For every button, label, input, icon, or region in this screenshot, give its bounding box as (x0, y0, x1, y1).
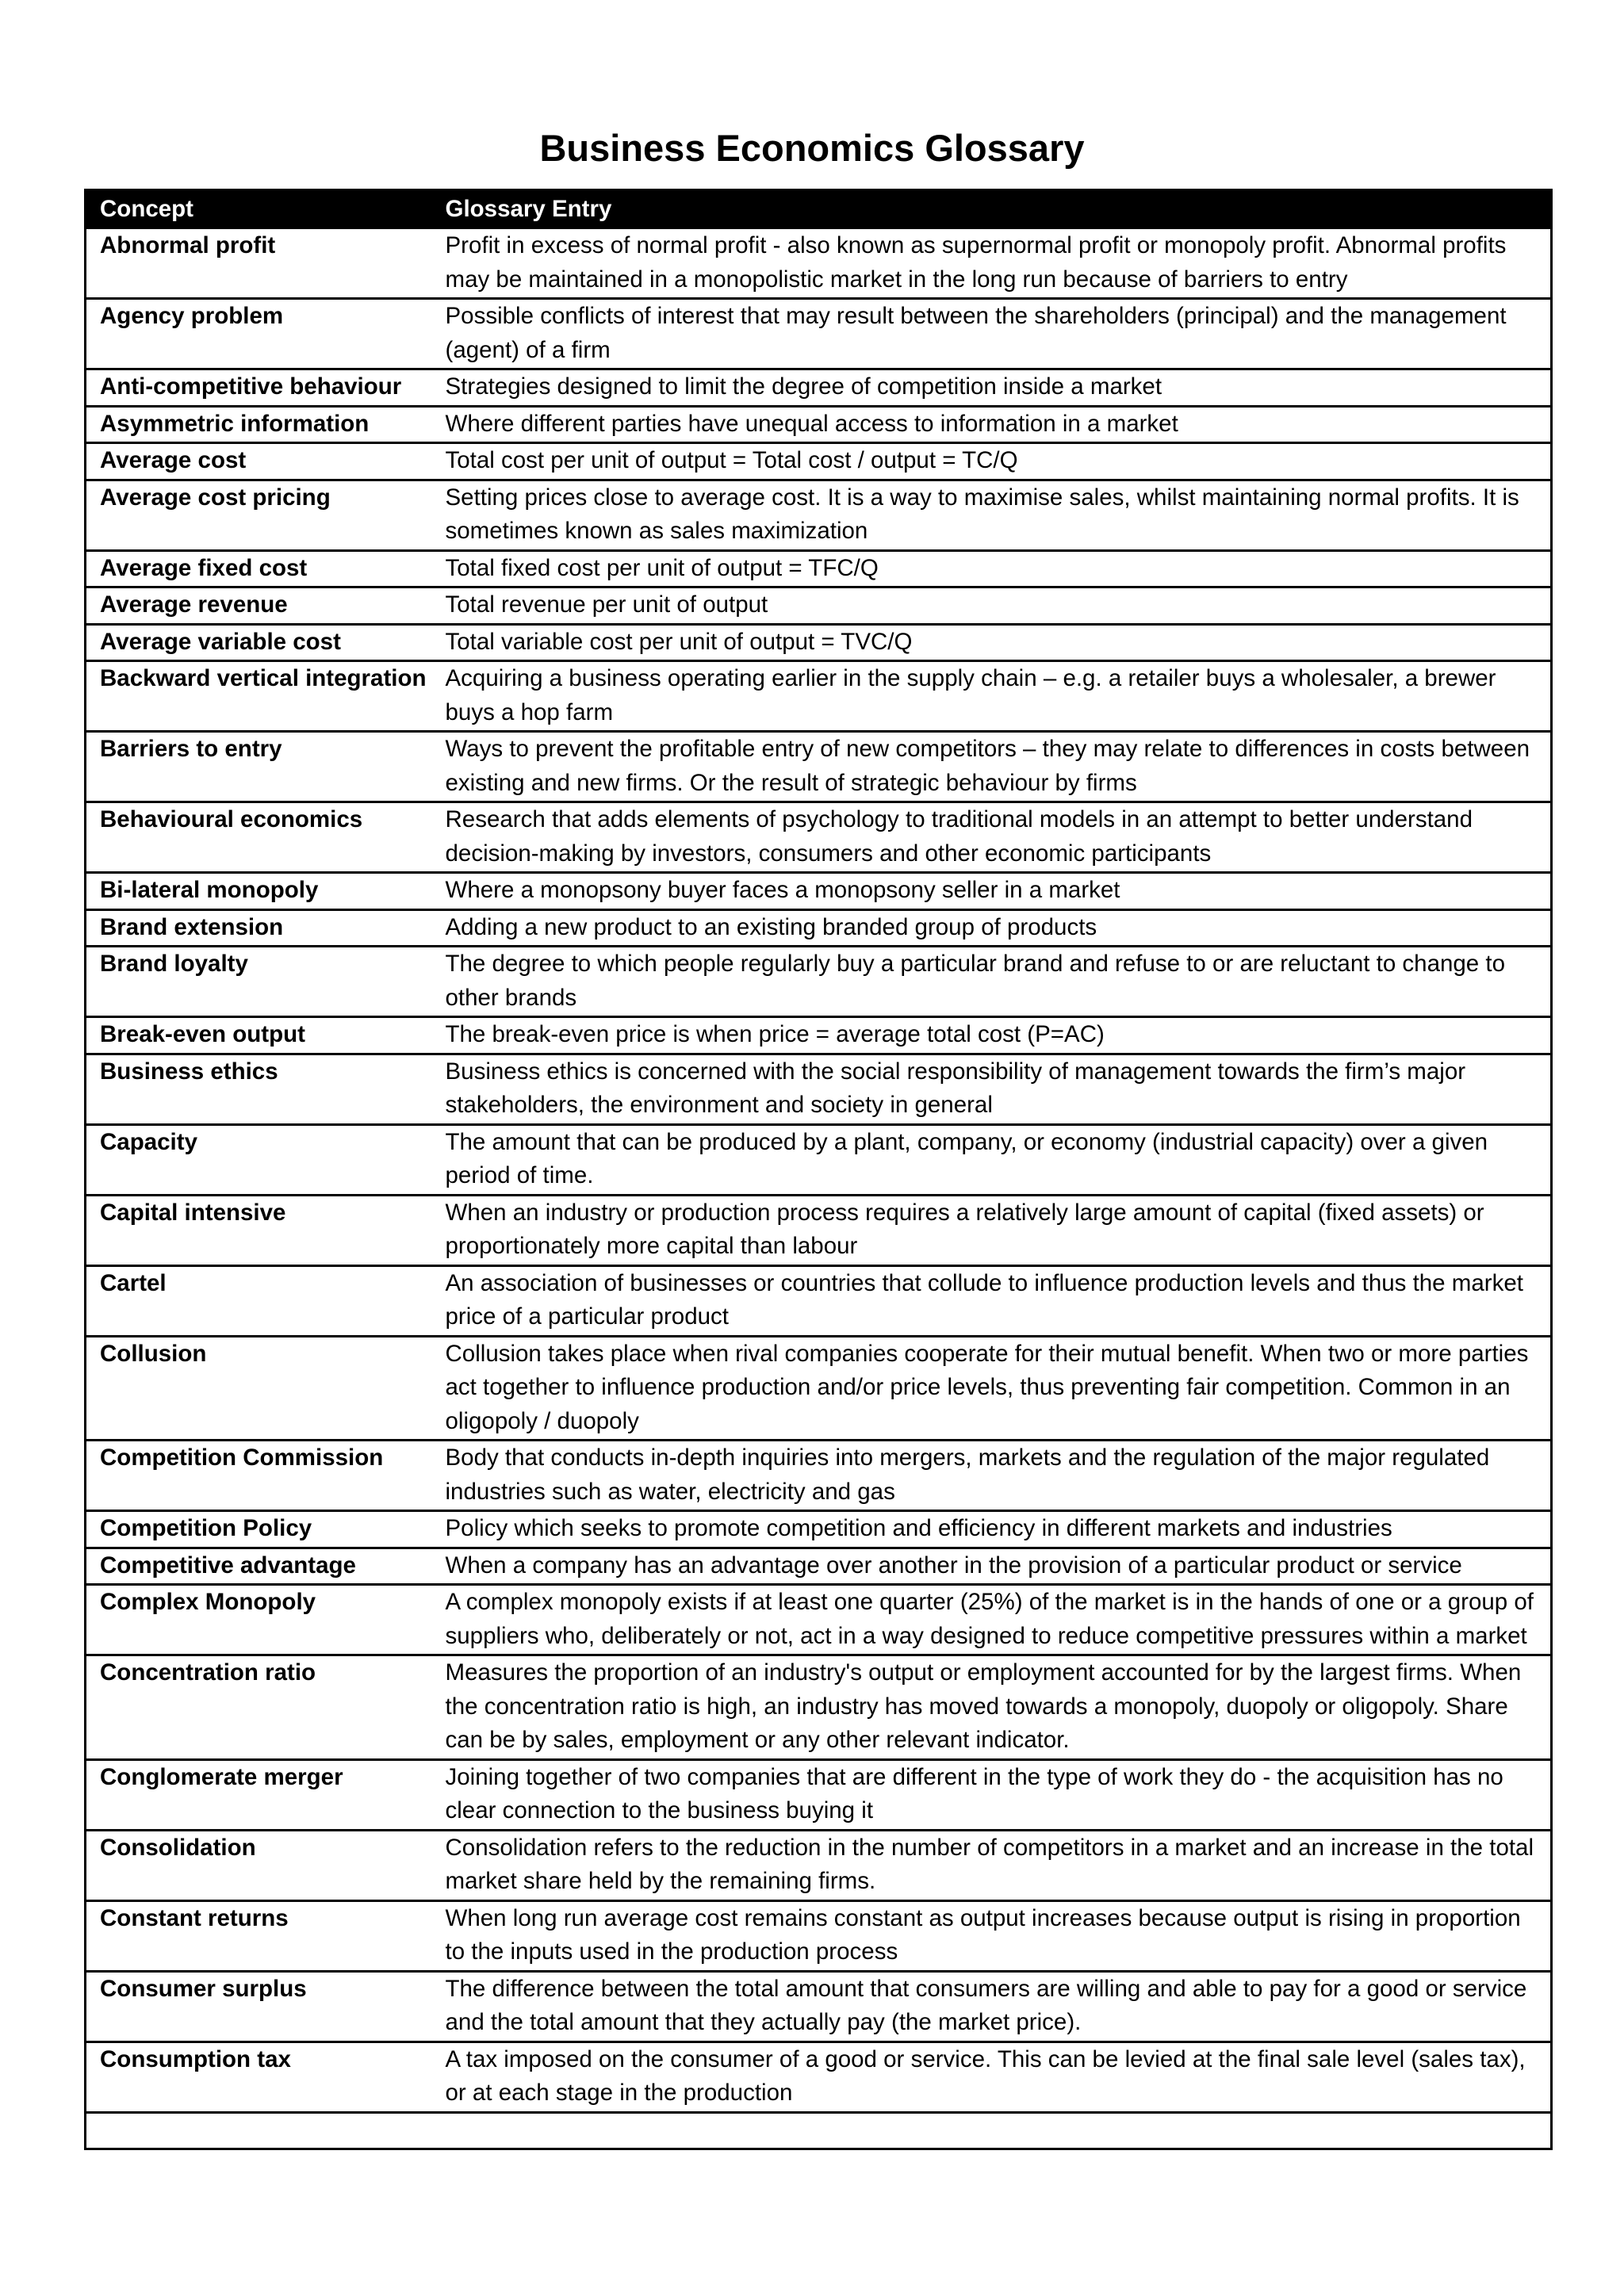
glossary-definition: When long run average cost remains constant as output increases because output is rising in proportion to the inputs used in the production process (435, 1900, 1552, 1971)
table-row (86, 1054, 1552, 1124)
table-row (86, 2042, 1552, 2112)
concept-term: Abnormal profit (86, 228, 435, 299)
table-row (86, 1759, 1552, 1830)
concept-term: Conglomerate merger (86, 1759, 435, 1830)
empty-table-row (86, 2112, 1552, 2149)
glossary-definition: The amount that can be produced by a plant, company, or economy (industrial capacity) over a given period of time. (435, 1124, 1552, 1195)
table-row (86, 1830, 1552, 1900)
glossary-definition: Ways to prevent the profitable entry of new competitors – they may relate to differences in costs between existing and new firms. Or the result of strategic behaviour by firms (435, 732, 1552, 802)
glossary-definition: When an industry or production process requires a relatively large amount of capital (fixed assets) or proportionately more capital than labour (435, 1195, 1552, 1265)
glossary-definition: Collusion takes place when rival companies cooperate for their mutual benefit. When two or more parties act together to influence production and/or price levels, thus preventing fair competition. Common in an oligopoly / duopoly (435, 1336, 1552, 1441)
table-row (86, 1441, 1552, 1511)
table-row (86, 1585, 1552, 1655)
table-row (86, 1511, 1552, 1548)
table-row (86, 1548, 1552, 1585)
empty-cell (86, 2112, 435, 2149)
glossary-definition: Body that conducts in-depth inquiries into mergers, markets and the regulation of the major regulated industries such as water, electricity and gas (435, 1441, 1552, 1511)
table-row (86, 1017, 1552, 1054)
concept-term: Competition Policy (86, 1511, 435, 1548)
table-row (86, 1971, 1552, 2042)
column-header-glossary-entry: Glossary Entry (435, 190, 1552, 228)
glossary-table-body (86, 228, 1552, 2149)
table-row (86, 587, 1552, 625)
glossary-definition: Total variable cost per unit of output = TVC/Q (435, 624, 1552, 661)
concept-term: Competitive advantage (86, 1548, 435, 1585)
table-row (86, 947, 1552, 1017)
concept-term: Complex Monopoly (86, 1585, 435, 1655)
concept-term: Concentration ratio (86, 1655, 435, 1760)
glossary-definition: Strategies designed to limit the degree of competition inside a market (435, 369, 1552, 407)
table-row (86, 480, 1552, 550)
glossary-definition: Research that adds elements of psychology to traditional models in an attempt to better understand decision-making by investors, consumers and other economic participants (435, 802, 1552, 873)
glossary-definition: The difference between the total amount that consumers are willing and able to pay for a good or service and the total amount that they actually pay (the market price). (435, 1971, 1552, 2042)
table-row (86, 550, 1552, 587)
concept-term: Agency problem (86, 299, 435, 369)
glossary-definition: Total fixed cost per unit of output = TFC/Q (435, 550, 1552, 587)
table-row (86, 228, 1552, 299)
glossary-definition: When a company has an advantage over another in the provision of a particular product or service (435, 1548, 1552, 1585)
table-row (86, 624, 1552, 661)
glossary-definition: Where a monopsony buyer faces a monopsony seller in a market (435, 873, 1552, 910)
glossary-definition: Measures the proportion of an industry's output or employment accounted for by the largest firms. When the concentration ratio is high, an industry has moved towards a monopoly, duopoly or oligopoly. Share can be by sales, employment or any other relevant indicator. (435, 1655, 1552, 1760)
concept-term: Consumer surplus (86, 1971, 435, 2042)
concept-term: Average variable cost (86, 624, 435, 661)
concept-term: Capital intensive (86, 1195, 435, 1265)
glossary-definition: A tax imposed on the consumer of a good or service. This can be levied at the final sale level (sales tax), or at each stage in the production (435, 2042, 1552, 2112)
concept-term: Consolidation (86, 1830, 435, 1900)
concept-term: Average cost pricing (86, 480, 435, 550)
concept-term: Average revenue (86, 587, 435, 625)
table-row (86, 1124, 1552, 1195)
concept-term: Business ethics (86, 1054, 435, 1124)
glossary-definition: Joining together of two companies that are different in the type of work they do - the acquisition has no clear connection to the business buying it (435, 1759, 1552, 1830)
glossary-definition: The degree to which people regularly buy a particular brand and refuse to or are reluctant to change to other brands (435, 947, 1552, 1017)
concept-term: Break-even output (86, 1017, 435, 1054)
table-row (86, 299, 1552, 369)
glossary-table (84, 189, 1553, 2150)
glossary-table-header (86, 190, 1552, 228)
table-row (86, 1336, 1552, 1441)
document-title: Business Economics Glossary (539, 127, 1085, 170)
glossary-definition: Consolidation refers to the reduction in the number of competitors in a market and an increase in the total market share held by the remaining firms. (435, 1830, 1552, 1900)
glossary-definition: Profit in excess of normal profit - also known as supernormal profit or monopoly profit. Abnormal profits may be maintained in a monopolistic market in the long run because of barriers to entry (435, 228, 1552, 299)
table-row (86, 1265, 1552, 1336)
table-row (86, 909, 1552, 947)
table-row (86, 1655, 1552, 1760)
table-row (86, 802, 1552, 873)
concept-term: Average cost (86, 443, 435, 480)
glossary-definition: Setting prices close to average cost. It is a way to maximise sales, whilst maintaining normal profits. It is sometimes known as sales maximization (435, 480, 1552, 550)
concept-term: Asymmetric information (86, 406, 435, 443)
concept-term: Collusion (86, 1336, 435, 1441)
concept-term: Barriers to entry (86, 732, 435, 802)
concept-term: Average fixed cost (86, 550, 435, 587)
concept-term: Brand extension (86, 909, 435, 947)
glossary-definition: Policy which seeks to promote competition and efficiency in different markets and industries (435, 1511, 1552, 1548)
concept-term: Bi-lateral monopoly (86, 873, 435, 910)
glossary-definition: Acquiring a business operating earlier in the supply chain – e.g. a retailer buys a wholesaler, a brewer buys a hop farm (435, 661, 1552, 732)
glossary-definition: Business ethics is concerned with the social responsibility of management towards the firm’s major stakeholders, the environment and society in general (435, 1054, 1552, 1124)
glossary-definition: A complex monopoly exists if at least one quarter (25%) of the market is in the hands of one or a group of suppliers who, deliberately or not, act in a way designed to reduce competitive pressures within a market (435, 1585, 1552, 1655)
concept-term: Constant returns (86, 1900, 435, 1971)
concept-term: Anti-competitive behaviour (86, 369, 435, 407)
column-header-concept: Concept (86, 190, 435, 228)
glossary-definition: Total revenue per unit of output (435, 587, 1552, 625)
glossary-definition: An association of businesses or countries that collude to influence production levels and thus the market price of a particular product (435, 1265, 1552, 1336)
glossary-definition: The break-even price is when price = average total cost (P=AC) (435, 1017, 1552, 1054)
glossary-definition: Adding a new product to an existing branded group of products (435, 909, 1552, 947)
concept-term: Brand loyalty (86, 947, 435, 1017)
table-row (86, 406, 1552, 443)
table-row (86, 1900, 1552, 1971)
glossary-definition: Total cost per unit of output = Total cost / output = TC/Q (435, 443, 1552, 480)
header-row (86, 190, 1552, 228)
concept-term: Consumption tax (86, 2042, 435, 2112)
concept-term: Backward vertical integration (86, 661, 435, 732)
table-row (86, 661, 1552, 732)
table-row (86, 1195, 1552, 1265)
concept-term: Cartel (86, 1265, 435, 1336)
glossary-definition: Where different parties have unequal access to information in a market (435, 406, 1552, 443)
table-row (86, 369, 1552, 407)
table-row (86, 443, 1552, 480)
table-row (86, 873, 1552, 910)
concept-term: Behavioural economics (86, 802, 435, 873)
concept-term: Competition Commission (86, 1441, 435, 1511)
table-row (86, 732, 1552, 802)
empty-cell (435, 2112, 1552, 2149)
glossary-definition: Possible conflicts of interest that may result between the shareholders (principal) and the management (agent) of a firm (435, 299, 1552, 369)
concept-term: Capacity (86, 1124, 435, 1195)
